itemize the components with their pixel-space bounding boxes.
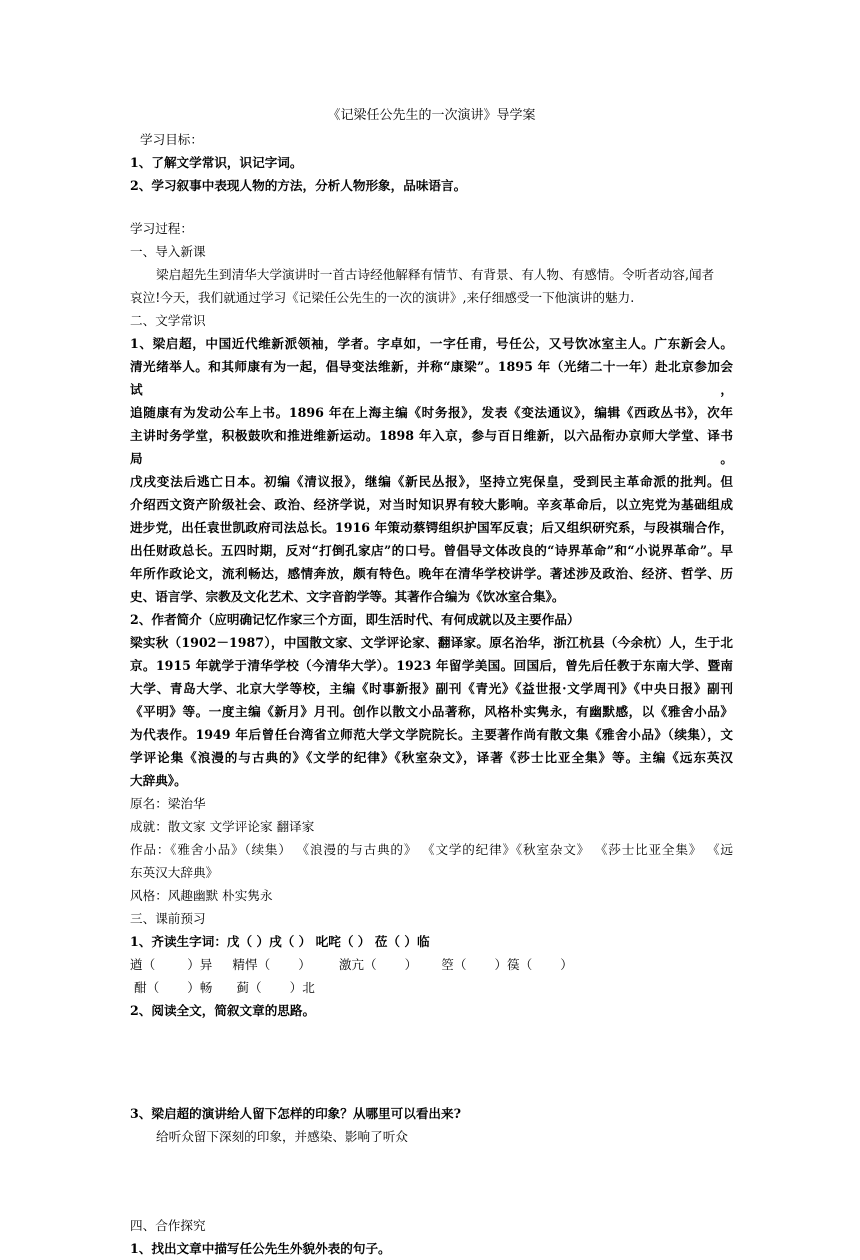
vocab-question-line-3: 酣（ ）畅 蓟（ ）北 [130,980,315,995]
liang-qichao-line: 主讲时务学堂，积极鼓吹和推进维新运动。1898 年入京，参与百日维新，以六品衔办京师大学堂、译书局。 [130,428,733,466]
spacer [130,197,733,217]
liang-shiqiu-line: 大学、青岛大学、北京大学等校，主编《时事新报》副刊《青光》《益世报·文学周刊》《中央日报》副刊 [130,681,733,696]
liang-shiqiu-line: 学评论集《浪漫的与古典的》《文学的纪律》《秋室杂文》，译著《莎士比亚全集》等。主编《远东英汉 [130,750,733,765]
section-4-question-1: 1、找出文章中描写任公先生外貌外表的句子。 [130,1241,391,1256]
liang-qichao-line: 介绍西文资产阶级社会、政治、经济学说，对当时知识界有较大影响。辛亥革命后，以立宪党为基础组成 [130,497,733,512]
answer-space [130,1022,733,1102]
section-2-heading: 二、文学常识 [130,313,206,328]
liang-shiqiu-line: 京。1915 年就学于清华学校（今清华大学）。1923 年留学美国。回国后，曾先后任教于东南大学、暨南 [130,658,733,673]
question-3: 3、梁启超的演讲给人留下怎样的印象？从哪里可以看出来? [130,1106,461,1121]
section-4-heading: 四、合作探究 [130,1218,206,1233]
works-line-1: 作品：《雅舍小品》（续集） 《浪漫的与古典的》 《文学的纪律》《秋室杂文》 《莎士比亚全集》 《远 [130,842,733,857]
liang-shiqiu-line: 《平明》等。一度主编《新月》月刊。创作以散文小品著称，风格朴实隽永，有幽默感，以《雅舍小品》 [130,704,733,719]
liang-shiqiu-line: 大辞典》。 [130,773,187,788]
liang-qichao-line: 进步党，出任袁世凯政府司法总长。1916 年策动蔡锷组织护国军反袁；后又组织研究系，与段祺瑞合作， [130,520,733,535]
liang-qichao-line: 清光绪举人。和其师康有为一起，倡导变法维新，并称“康梁”。1895 年（光绪二十一年）赴北京参加会试， [130,359,733,397]
section-1-heading: 一、导入新课 [130,244,206,259]
liang-qichao-line: 史、语言学、宗教及文化艺术、文字音韵学等。其著作合编为《饮冰室合集》。 [130,589,565,604]
document-page [130,106,733,1260]
achievement: 成就：散文家 文学评论家 翻译家 [130,819,315,834]
answer-space [130,1148,733,1214]
liang-shiqiu-line: 梁实秋（1902－1987），中国散文家、文学评论家、翻译家。原名治华，浙江杭县（今余杭）人，生于北 [130,635,733,650]
objective-1: 1、了解文学常识，识记字词。 [130,155,303,170]
section-1-paragraph-line-2: 哀泣!今天，我们就通过学习《记梁任公先生的一次的演讲》,来仔细感受一下他演讲的魅力. [130,290,635,305]
section-3-heading: 三、课前预习 [130,911,206,926]
question-2: 2、阅读全文，简叙文章的思路。 [130,1003,316,1018]
liang-shiqiu-line: 为代表作。1949 年后曾任台湾省立师范大学文学院院长。主要著作尚有散文集《雅舍小品》（续集），文 [130,727,733,742]
document-title: 《记梁任公先生的一次演讲》导学案 [327,108,536,123]
original-name: 原名：梁治华 [130,796,206,811]
style: 风格：风趣幽默 朴实隽永 [130,888,273,903]
liang-qichao-line: 1、梁启超，中国近代维新派领袖，学者。字卓如，一字任甫，号任公，又号饮冰室主人。广东新会人。 [130,336,733,351]
author-intro-heading: 2、作者简介（应明确记忆作家三个方面，即生活时代、有何成就以及主要作品） [130,612,580,627]
liang-qichao-line: 年所作政论文，流利畅达，感情奔放，颇有特色。晚年在清华学校讲学。著述涉及政治、经济、哲学、历 [130,566,733,581]
liang-qichao-line: 追随康有为发动公车上书。1896 年在上海主编《时务报》，发表《变法通议》，编辑《西政丛书》，次年 [130,405,733,420]
question-3-answer: 给听众留下深刻的印象，并感染、影响了听众 [156,1129,408,1144]
section-1-paragraph-line-1: 梁启超先生到清华大学演讲时一首古诗经他解释有情节、有背景、有人物、有感情。令听者动容,闻者 [156,267,715,282]
process-heading: 学习过程： [130,221,193,236]
vocab-question-line-1: 1、齐读生字词：戊（ ）戌（ ） 叱咤（ ） 莅（ ）临 [130,934,430,949]
works-line-2: 东英汉大辞典》 [130,865,219,880]
objectives-heading: 学习目标： [140,132,203,147]
liang-qichao-line: 出任财政总长。五四时期，反对“打倒孔家店”的口号。曾倡导文体改良的“诗界革命”和“小说界革命”。早 [130,543,733,558]
vocab-question-line-2: 遒（ ）异 精悍（ ） 激亢（ ） 箜（ ）篌（ ） [130,957,573,972]
objective-2: 2、学习叙事中表现人物的方法，分析人物形象，品味语言。 [130,178,467,193]
liang-qichao-line: 戊戌变法后逃亡日本。初编《清议报》，继编《新民丛报》，坚持立宪保皇，受到民主革命派的批判。但 [130,474,733,489]
